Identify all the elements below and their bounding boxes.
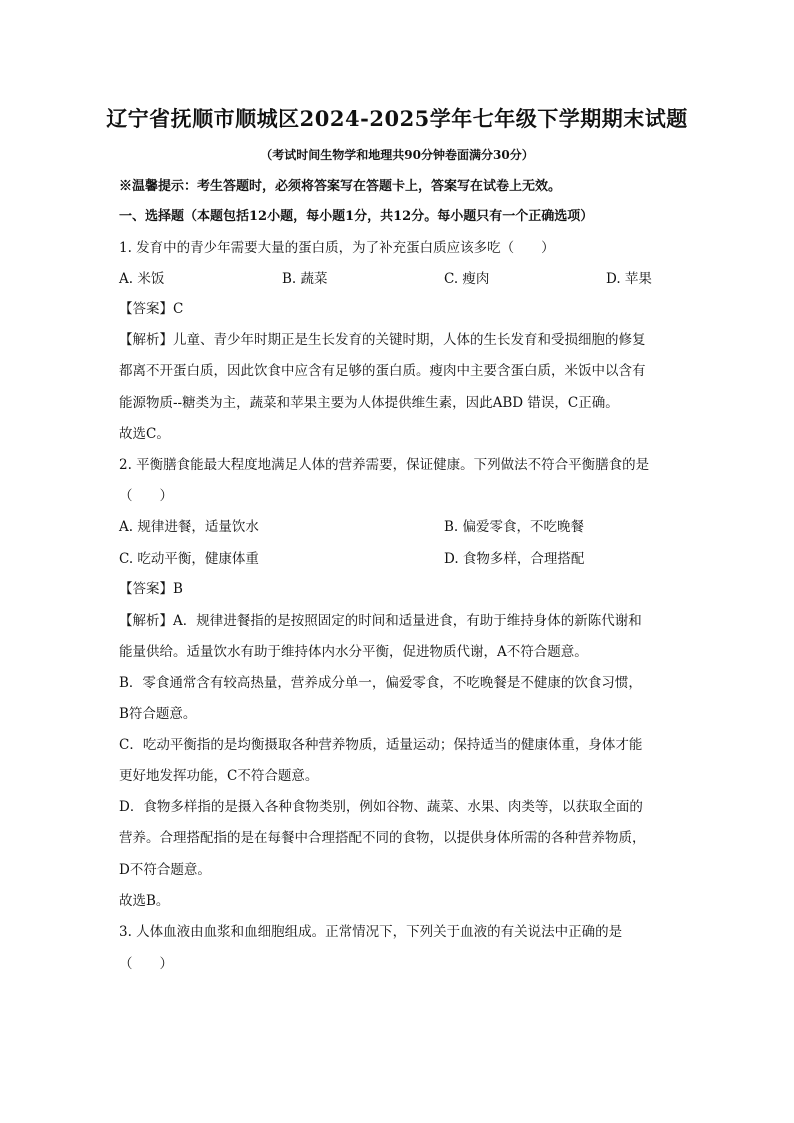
question-1-analysis-line: 故选C。 xyxy=(119,426,170,442)
question-2-analysis-line: D．食物多样指的是摄入各种食物类别，例如谷物、蔬菜、水果、肉类等，以获取全面的 xyxy=(119,799,643,815)
section-heading: 一、选择题（本题包括12小题，每小题1分，共12分。每小题只有一个正确选项） xyxy=(119,209,594,224)
question-2-analysis-line: B符合题意。 xyxy=(119,706,197,722)
question-2-analysis-line: C．吃动平衡指的是均衡摄取各种营养物质，适量运动；保持适当的健康体重，身体才能 xyxy=(119,737,643,753)
question-2-analysis-line: D不符合题意。 xyxy=(119,862,211,878)
question-2-option-c: C. 吃动平衡，健康体重 xyxy=(119,551,259,567)
question-1-option-b: B. 蔬菜 xyxy=(282,271,328,287)
notice-text: ※温馨提示：考生答题时，必须将答案写在答题卡上，答案写在试卷上无效。 xyxy=(119,179,562,194)
page-title: 辽宁省抚顺市顺城区2024-2025学年七年级下学期期末试题 xyxy=(106,106,688,131)
question-2-analysis-line: 更好地发挥功能，C不符合题意。 xyxy=(119,768,319,784)
question-1-option-d: D. 苹果 xyxy=(606,271,652,287)
question-2-stem-bracket: （ ） xyxy=(119,488,173,504)
question-1-analysis-line: 能源物质--糖类为主，蔬菜和苹果主要为人体提供维生素，因此ABD 错误，C正确。 xyxy=(119,395,619,411)
question-2-option-b: B. 偏爱零食，不吃晚餐 xyxy=(444,519,585,535)
question-1-analysis-line: 都离不开蛋白质，因此饮食中应含有足够的蛋白质。瘦肉中主要含蛋白质，米饭中以含有 xyxy=(119,363,646,379)
question-1-answer: 【答案】C xyxy=(119,301,184,317)
page-subtitle: （考试时间生物学和地理共90分钟卷面满分30分） xyxy=(260,148,534,162)
question-2-analysis-line: B．零食通常含有较高热量，营养成分单一，偏爱零食，不吃晚餐是不健康的饮食习惯， xyxy=(119,675,642,691)
question-1-option-a: A. 米饭 xyxy=(119,271,165,287)
question-2-option-d: D. 食物多样，合理搭配 xyxy=(444,551,585,567)
question-2-analysis-line: 故选B。 xyxy=(119,893,170,909)
question-3-stem: 3. 人体血液由血浆和血细胞组成。正常情况下，下列关于血液的有关说法中正确的是 xyxy=(119,924,623,940)
question-2-analysis-line: 【解析】A．规律进餐指的是按照固定的时间和适量进食，有助于维持身体的新陈代谢和 xyxy=(119,613,642,629)
question-2-analysis-line: 营养。合理搭配指的是在每餐中合理搭配不同的食物，以提供身体所需的各种营养物质， xyxy=(119,830,646,846)
question-1-option-c: C. 瘦肉 xyxy=(444,271,490,287)
question-1-analysis-line: 【解析】儿童、青少年时期正是生长发育的关键时期，人体的生长发育和受损细胞的修复 xyxy=(119,332,646,348)
question-2-analysis-line: 能量供给。适量饮水有助于维持体内水分平衡，促进物质代谢，A不符合题意。 xyxy=(119,644,588,660)
question-2-answer: 【答案】B xyxy=(119,581,183,597)
question-1-stem: 1. 发育中的青少年需要大量的蛋白质，为了补充蛋白质应该多吃（ ） xyxy=(119,240,555,256)
question-2-option-a: A. 规律进餐，适量饮水 xyxy=(119,519,259,535)
question-2-stem: 2. 平衡膳食能最大程度地满足人体的营养需要，保证健康。下列做法不符合平衡膳食的是 xyxy=(119,457,650,473)
question-3-stem-bracket: （ ） xyxy=(119,956,173,972)
